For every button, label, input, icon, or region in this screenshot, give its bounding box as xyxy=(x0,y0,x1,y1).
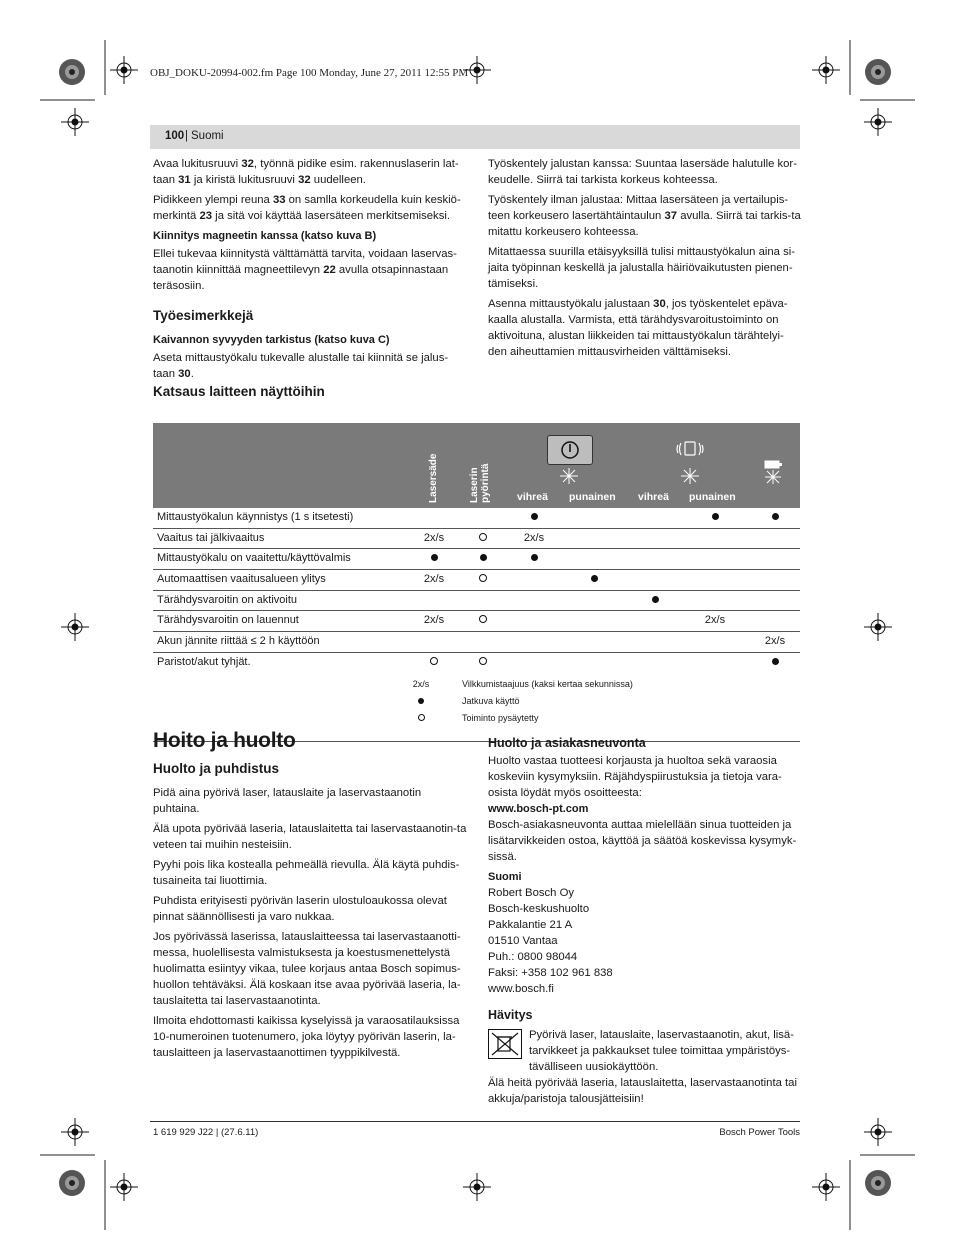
status-blink: 2x/s xyxy=(704,614,726,627)
care-section xyxy=(153,729,469,1065)
section-title: Hoito ja huolto xyxy=(153,729,296,752)
table-body xyxy=(153,508,800,673)
sub-green-2: vihreä xyxy=(638,491,669,503)
paragraph: Ilmoita ehdottomasti kaikissa kyselyissä ja varaosatilauksissa 10-numeroinen tuotenumero, joka löytyy pyörivän laserin, la-tauslaitteen ja laservastaanottimen tyyppikilvestä. xyxy=(153,1015,460,1059)
row-label: Tärähdysvaroitin on lauennut xyxy=(157,614,299,627)
footer-rule xyxy=(150,1121,800,1122)
footer-left: 1 619 929 J22 | (27.6.11) xyxy=(153,1127,259,1138)
status-blink: 2x/s xyxy=(764,635,786,648)
row-label: Automaattisen vaaitusalueen ylitys xyxy=(157,573,326,586)
table-row xyxy=(153,632,800,653)
page-separator: | xyxy=(185,130,188,142)
left-column-top xyxy=(153,156,469,386)
row-label: Mittaustyökalu on vaaitettu/käyttövalmis xyxy=(157,552,351,565)
status-ring-off xyxy=(463,573,503,585)
paragraph: Älä heitä pyörivää laseria, latauslaitetta, laservastaanotinta tai akkuja/paristoja talousjätteisiin! xyxy=(488,1077,797,1105)
row-label: Paristot/akut tyhjät. xyxy=(157,655,251,668)
paragraph: Huolto vastaa tuotteesi korjausta ja huoltoa sekä varaosia koskeviin kysymyksiin. Räjähdyspiirustuksia ja tietoja vara-osista löydät myös osoitteesta: xyxy=(488,755,782,799)
sub-green-1: vihreä xyxy=(517,491,548,503)
col-header-laser-beam: Lasersäde xyxy=(428,453,439,503)
row-label: Mittaustyökalun käynnistys (1 s itsetesti) xyxy=(157,511,354,523)
paragraph: Puhdista erityisesti pyörivän laserin ulostuloaukossa olevat pinnat säännöllisesti ja varo nukkaa. xyxy=(153,895,447,923)
status-dot-on xyxy=(635,594,675,606)
status-blink: 2x/s xyxy=(523,531,545,544)
power-indicator xyxy=(547,435,593,465)
paragraph: Mitattaessa suurilla etäisyyksillä tulisi mittaustyökalun aina si-jaita työpinnan keskellä ja jalustalla häiriövaikutusten pienen-tämiseksi. xyxy=(488,246,796,290)
sub-red-2: punainen xyxy=(689,491,736,503)
led-burst-icon xyxy=(678,467,702,485)
status-ring-off xyxy=(463,532,503,544)
address-line: Faksi: +358 102 961 838 xyxy=(488,967,613,979)
indicator-table xyxy=(153,423,800,742)
paragraph: Ellei tukevaa kiinnitystä välttämättä tarvita, voidaan laservas-taanotin kiinnittää magneettilevyn 22 avulla otsapinnastaan teräsosiin. xyxy=(153,248,457,292)
disposal-block xyxy=(488,1027,801,1075)
table-row xyxy=(153,591,800,612)
row-label: Akun jännite riittää ≤ 2 h käyttöön xyxy=(157,635,320,648)
page-number: 100 xyxy=(165,130,185,142)
paragraph: Aseta mittaustyökalu tukevalle alustalle tai kiinnitä se jalus-taan 30. xyxy=(153,352,449,380)
address-line: Bosch-keskushuolto xyxy=(488,903,590,915)
status-dot-on xyxy=(514,552,554,564)
status-ring-off xyxy=(463,656,503,668)
status-ring-off xyxy=(414,656,454,668)
table-row xyxy=(153,570,800,591)
table-row xyxy=(153,549,800,570)
sub-red-1: punainen xyxy=(569,491,616,503)
legend-text: Toiminto pysäytetty xyxy=(462,712,539,723)
led-burst-icon xyxy=(557,467,581,485)
footer-right: Bosch Power Tools xyxy=(719,1127,800,1138)
legend-text: Vilkkumistaajuus (kaksi kertaa sekunnissa) xyxy=(462,678,633,689)
print-header: OBJ_DOKU-20994-002.fm Page 100 Monday, June 27, 2011 12:55 PM xyxy=(150,67,469,79)
paragraph: Pidikkeen ylempi reuna 33 on samlla korkeudella kuin keskiö-merkintä 23 ja sitä voi käyttää lasersäteen merkitsemiseksi. xyxy=(153,194,461,222)
status-dot-on xyxy=(755,511,795,523)
status-blink: 2x/s xyxy=(423,531,445,544)
heading-disposal: Hävitys xyxy=(488,1008,533,1022)
service-url[interactable]: www.bosch-pt.com xyxy=(488,803,589,815)
country-heading: Suomi xyxy=(488,871,522,883)
address-line: Puh.: 0800 98044 xyxy=(488,951,578,963)
address-line: Pakkalantie 21 A xyxy=(488,919,573,931)
col-header-laser-rotation: Laserin pyörintä xyxy=(469,463,491,503)
status-dot-on xyxy=(695,511,735,523)
status-dot-on xyxy=(755,656,795,668)
heading-magnet: Kiinnitys magneetin kanssa (katso kuva B) xyxy=(153,230,377,242)
address-line: Robert Bosch Oy xyxy=(488,887,575,899)
status-blink: 2x/s xyxy=(423,614,445,627)
recycle-bin-crossed-icon xyxy=(488,1029,522,1059)
heading-clean: Huolto ja puhdistus xyxy=(153,761,279,776)
page-header-bar xyxy=(150,125,800,149)
service-section xyxy=(488,735,801,1111)
status-dot-on xyxy=(574,573,614,585)
paragraph: Pyörivä laser, latauslaite, laservastaanotin, akut, lisä-tarvikkeet ja pakkaukset tulee toimittaa ympäristöys-tävälliseen uusiokäyttöön. xyxy=(529,1029,794,1073)
paragraph: Työskentely ilman jalustaa: Mittaa lasersäteen ja vertailupis-teen korkeusero lasertähtäintaulun 37 avulla. Siirrä tai tarkis-ta mitattu korkeusero kohteessa. xyxy=(488,194,801,238)
paragraph: Älä upota pyörivää laseria, latauslaitetta tai laservastaanotin-ta veteen tai muihin nesteisiin. xyxy=(153,823,467,851)
paragraph: Bosch-asiakasneuvonta auttaa mielellään sinua tuotteiden ja lisätarvikkeiden ostoa, käyttöä ja säätöä koskevissa kysymyk-sissä. xyxy=(488,819,797,863)
power-icon xyxy=(548,436,592,464)
legend-dot xyxy=(411,696,431,706)
right-column-top xyxy=(488,156,801,364)
row-label: Tärähdysvaroitin on aktivoitu xyxy=(157,593,298,606)
table-heading: Katsaus laitteen näyttöihin xyxy=(153,384,325,399)
address-line: 01510 Vantaa xyxy=(488,935,558,947)
page-section: Suomi xyxy=(191,130,224,142)
table-row xyxy=(153,508,800,529)
paragraph: Jos pyörivässä laserissa, latauslaitteessa tai laservastaanotti-messa, huolellisesta valmistuksesta ja koestusmenettelystä huolimatta esiintyy vikaa, tulee korjaus antaa Bosch sopimus-huollon tehtäväksi. Älä koskaan itse avaa pyörivää laseria, la-tauslaitetta tai laservastaanotinta. xyxy=(153,931,461,1007)
status-ring-off xyxy=(463,614,503,626)
address-line[interactable]: www.bosch.fi xyxy=(488,983,554,995)
table-row xyxy=(153,653,800,673)
table-header xyxy=(153,423,800,508)
table-row xyxy=(153,529,800,550)
legend-blink: 2x/s xyxy=(412,678,430,689)
paragraph: Pyyhi pois lika kostealla pehmeällä rievulla. Älä käytä puhdis-tusaineita tai liuottimia. xyxy=(153,859,460,887)
status-dot-on xyxy=(463,552,503,564)
row-label: Vaaitus tai jälkivaaitus xyxy=(157,531,265,544)
paragraph: Avaa lukitusruuvi 32, työnnä pidike esim. rakennuslaserin lat-taan 31 ja kiristä lukitusruuvi 32 uudelleen. xyxy=(153,158,459,186)
table-row xyxy=(153,611,800,632)
paragraph: Pidä aina pyörivä laser, latauslaite ja laservastaanotin puhtaina. xyxy=(153,787,422,815)
shock-warning-icon xyxy=(673,439,707,459)
paragraph: Työskentely jalustan kanssa: Suuntaa lasersäde halutulle kor-keudelle. Siirrä tai tarkista korkeus kohteessa. xyxy=(488,158,797,186)
status-dot-on xyxy=(514,511,554,523)
legend-ring xyxy=(411,713,431,723)
heading-service: Huolto ja asiakasneuvonta xyxy=(488,736,646,750)
paragraph: Asenna mittaustyökalu jalustaan 30, jos työskentelet epäva-kaalla alustalla. Varmista, että tärähdysvaroitustoiminto on aktivoituna, alustan liikkeiden tai mittaustyökalun tärähtelyi-den aiheuttamien mittausvirheiden välttämiseksi. xyxy=(488,298,788,358)
status-blink: 2x/s xyxy=(423,573,445,586)
heading-work-examples: Työesimerkkejä xyxy=(153,308,254,323)
status-dot-on xyxy=(414,552,454,564)
legend-text: Jatkuva käyttö xyxy=(462,695,520,706)
led-burst-icon xyxy=(762,469,784,485)
heading-trench: Kaivannon syvyyden tarkistus (katso kuva C) xyxy=(153,334,390,346)
